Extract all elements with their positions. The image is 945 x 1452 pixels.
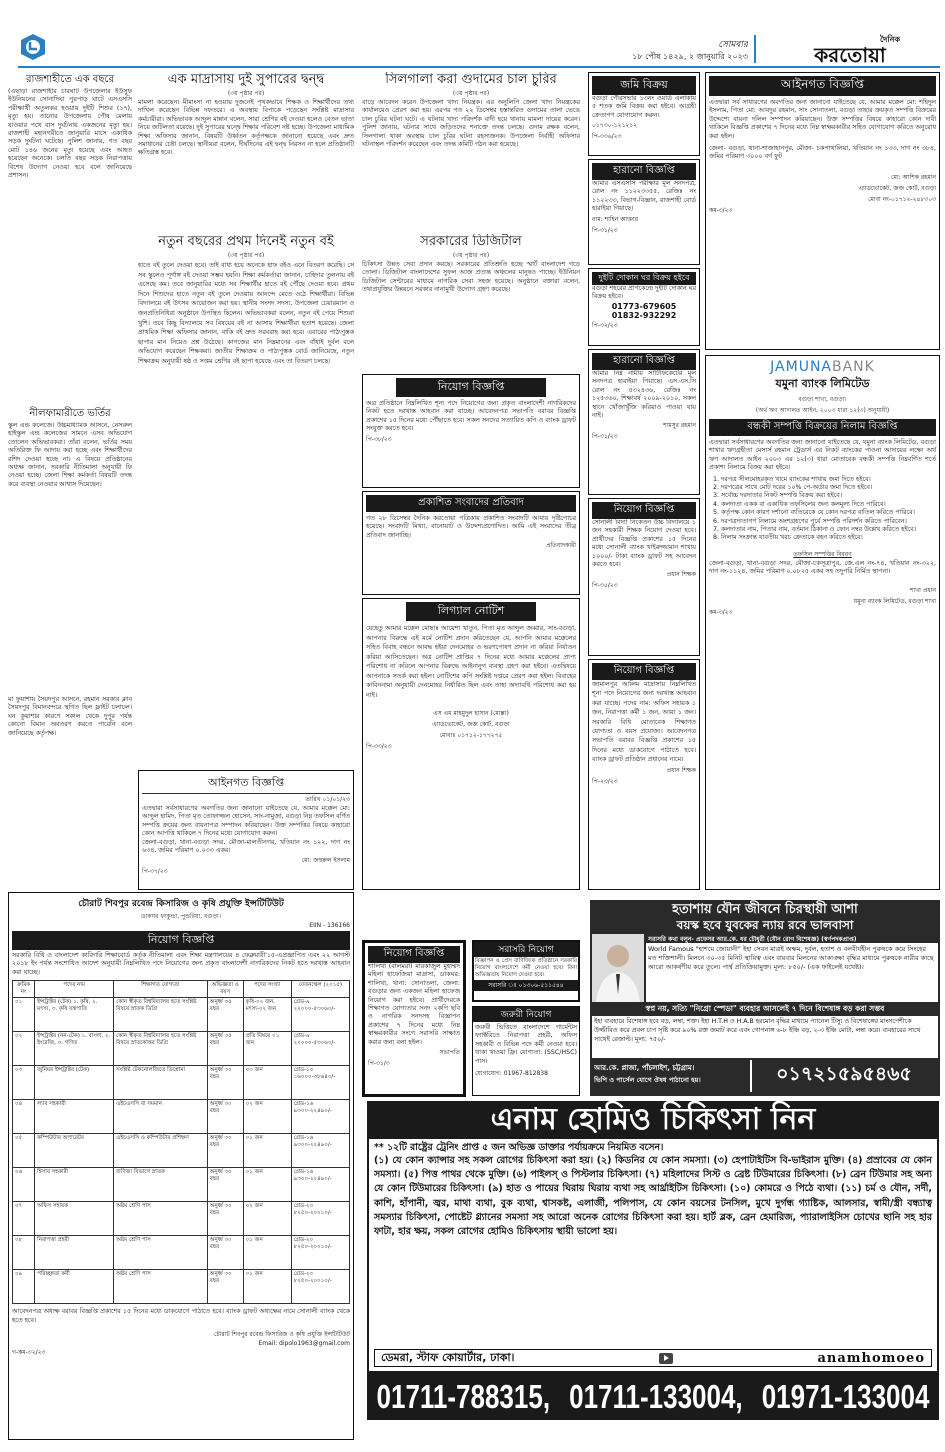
auction-term: 1. দরপত্র সীলমোহরকৃত খামে ব্যাংকের শাখায় জমা দিতে হইবে। [721,476,936,484]
article-digital [362,234,580,370]
ad-body: বগুড়া শহরের প্রাণকেন্দ্রে দুইটি দোকান ঘর বিক্রয় হইবে। [592,285,696,301]
ad-email: Email: dipolo1963@gmail.com [258,1340,350,1348]
ad-address: আর.কে. প্লাজা, পাঁচলাইশ, চট্টগ্রাম। [594,1064,695,1072]
ad-title: এনাম হোমিও চিকিৎসা নিন [490,1102,816,1137]
ad-title: লিগ্যাল নোটিশ [406,602,536,621]
table-cell: ইন্সট্রাক্টর (টেক) ১. কৃষি, ২. মৎস্য, ৩. কৃষি যন্ত্রপাতি [35,998,114,1032]
ad-body: অত্র প্রতিষ্ঠানে নিম্নলিখিত শূন্য পদে নিয়োগের জন্য প্রকৃত বাংলাদেশী নাগরিকদের নিকট হতে দরখাস্ত আহবান করা যাচ্ছে। আবেদনপত্র সভাপতি বরাবর বিজ্ঞপ্তি প্রকাশের ১৫ দিনের মধ্যে পৌঁছাতে হবে। সকল সনদের সত্যায়িত কপি ও ব্যাংক ড্রাফট সংযুক্ত করতে হবে। [366,400,576,433]
article-body: মা ফুয়াশায় সৈয়দপুর আসনে, রহমান সরকার ক্লাব সৈয়দপুর বিমানবন্দরে স্থগিত ছিল ফ্লাইট চলাচল। ঘন কুয়াশার কারণে সকাল থেকে দুপুর পর্যন্ত কোনো বিমান অবতরণ করতে পারেনি বলে জানিয়েছে কর্তৃপক্ষ। [8,696,132,737]
ad-title: দুইটি দোকান ঘর বিক্রয় হইবে [592,272,696,285]
ad-title: নিয়োগ বিজ্ঞপ্তি [592,663,696,680]
ad-sign: যমুনা ব্যাংক লিমিটেড, বগুড়া শাখা [853,597,936,605]
ad-headline: স্বপ্ন নয়, সত্যি "নিগ্রো স্পেডা" ব্যবহার আসলেই ৭ দিনে বিশেষাঙ্গ বড় করা সম্ভব [645,1004,885,1013]
masthead: করতোয়া [814,44,886,66]
ad-phone: 01832-932292 [611,310,677,320]
auction-body: এতদ্বারা সর্বসাধারণের অবগতির জন্য জানানো যাইতেছে যে, যমুনা ব্যাংক লিমিটেড, বগুড়া শাখার ঋণগ্রহীতা মেসার্স রহমান ট্রেডার্স এর নিকট ব্যাংকের পাওনা আদায়ের লক্ষ্যে অর্থ ঋণ আদালত আইন ২০০৩ এর ১২(৩) ধারা মোতাবেক বন্ধকী সম্পত্তি নিম্নবর্ণিত শর্তে প্রকাশ্য নিলামে বিক্রয় করা হইবে। [709,439,936,472]
ad-niyog-4 [362,940,466,1097]
table-cell: এইচএসসি বা সমমান [114,1100,208,1134]
ad-sign: নাম: শাহিন আক্তার [592,215,639,223]
ad-title: আইনগত বিজ্ঞপ্তি [142,774,350,794]
continued-label: (৩য় পৃষ্ঠার পর) [452,252,490,259]
table-cell: অষ্টম শ্রেণি পাস [114,1202,208,1236]
article-silgala [362,72,580,230]
ad-delivery: ভিপি ও পার্সেল যোগে ঔষধ পাঠানো হয়। [594,1076,701,1084]
ad-jamuna-bank-auction [705,355,940,890]
doctor-photo [592,934,644,1002]
ad-title: হারানো বিজ্ঞপ্তি [592,163,696,180]
ad-code: পি-৩১/৩ [368,1060,390,1068]
table-cell: গ্রেড-২০ ৮২৫০-২০০১০/- [291,1236,349,1270]
bank-branch: বগুড়া শাখা, বগুড়া। [798,396,847,403]
ad-niyog-1 [362,374,580,488]
table-row [13,1236,350,1270]
table-cell: কোন স্বীকৃত বিশ্ববিদ্যালয় হতে সংশ্লিষ্ট বিষয়ে স্নাতকোত্তর ডিগ্রি [114,1032,208,1066]
ad-title: জমি বিক্রয় [592,76,696,95]
ad-sign: সভাপতি [439,1049,460,1057]
ad-code: পি-৩২/২৩ [592,321,618,329]
ad-urgent-niyog [472,1006,580,1096]
article-body: হাতে বই তুলে দেওয়া হবে। তাই বাধ্য হয়ে অনেকে হাফ বইও এনে বিতরণ করেছি। সে সব স্কুলেও পূর্ণাঙ্গ বই দেওয়া সম্ভব হয়নি। শিক্ষা কর্মকর্তারা জানান, চাহিদার তুলনায় বই এসেছে কম। তবে জানুয়ারির মধ্যে সব শিক্ষার্থীর হাতে বই পৌঁছে দেওয়া হবে। প্রথম দিনে শিশুদের হাতে নতুন বই তুলে দেওয়ায় আনন্দে মেতে ওঠে শিক্ষার্থীরা। বিভিন্ন বিদ্যালয়ে বই উৎসব আয়োজন করা হয়। স্থানীয় সংসদ সদস্য, উপজেলা চেয়ারম্যান ও জনপ্রতিনিধিরা অনুষ্ঠানে উপস্থিত ছিলেন। অভিভাবকরা বলেন, নতুন বই পেয়ে শিশুরা খুশি। তবে কিছু বিদ্যালয়ে সব বিষয়ের বই না আসায় শিক্ষার্থীরা হতাশ হয়েছে। জেলা প্রাথমিক শিক্ষা অফিসার জানান, বাকি বই দ্রুত সরবরাহ করা হবে। এবারের পাঠ্যপুস্তক ছাপার মান নিয়েও প্রশ্ন উঠেছে। কাগজের মান নিম্নমানের এবং বাঁধাই দুর্বল বলে অভিযোগ করেছেন শিক্ষকরা। জাতীয় শিক্ষাক্রম ও পাঠ্যপুস্তক বোর্ড জানিয়েছে, নতুন শিক্ষাক্রম অনুযায়ী ষষ্ঠ ও সপ্তম শ্রেণির বই ছাপা হয়েছে এবং তা বিতরণ চলছে। [138,262,354,365]
institute-name: চৌরাট শিবপুর রবেন্দ্র কিসারিজ ও কৃষি প্রযুক্তি ইন্সটিটিউট [78,899,284,909]
ad-code: পি-৩১/২৩ [592,226,618,234]
ad-title: আইনগত বিজ্ঞপ্তি [709,76,936,96]
table-header: শিক্ষাগত যোগ্যতা [114,981,208,998]
table-cell: গ্রেড-১০ ১৬০০০-৩৮৬৪০/- [291,1066,349,1100]
table-cell: কৃষি-০২ জন, মৎস্য-০২ জন [243,998,291,1032]
table-cell: ০২ [13,1032,35,1066]
ad-direct-niyog [472,940,580,1002]
header-divider [754,35,756,63]
ad-land-sale [588,72,700,156]
ad-title: হারানো বিজ্ঞপ্তি [592,353,696,370]
ad-title: প্রকাশিত সংবাদের প্রতিবাদ [366,495,576,512]
table-cell: এইচএসসি ও কম্পিউটার প্রশিক্ষণ [114,1134,208,1168]
table-cell: নিরাপত্তা প্রহরী [35,1236,114,1270]
ad-phone: যোগাযোগ: 01967-812838 [475,1070,548,1078]
table-cell: ০১ জন [243,1134,291,1168]
table-header: ক্রমিক নং [13,981,35,998]
table-cell: ০১ [13,998,35,1032]
table-row [13,1270,350,1304]
youtube-icon [659,1353,673,1364]
table-cell: ০৮ [13,1236,35,1270]
ad-body: আমার এসএসসি পরীক্ষার মূল সনদপত্র, রোল নং ১১২২৩৩৫৫, রেজিঃ নং ১১২২৩৩, বিভাগ-বিজ্ঞান, রাজশাহী বোর্ড হারাইয়া গিয়াছে। [592,180,696,213]
ad-lost-1 [588,159,700,265]
phone-number: 01711-788315, [376,1376,551,1416]
ad-code: কম-৩/২৩ [709,608,733,616]
table-cell: ০২ জন [243,1100,291,1134]
vacancy-table [12,980,350,1304]
ad-phone: মোবা নং-০১৭১২-২৪৮৩০৩ [868,195,936,203]
ad-code: গ-কম-৩২/২৩ [12,1349,46,1357]
ad-phone: 01773-679605 [611,301,677,311]
table-cell: অনুর্ধ্ব ৩০ বছর [207,1236,243,1270]
table-cell: গ্রেড-১৬ ৯৩০০-২২৪৯০/- [291,1168,349,1202]
table-cell: কম্পিউটার অপারেটর [35,1134,114,1168]
ad-body: ইহা ব্যবহারে বিশেষাঙ্গ হবে বড়, লম্বা, শক্ত। ইহা H.T.H ও H.A.B হরমোন বৃদ্ধির মাধ্যমে প্যানেল টিস্যু ও বিশেষাঙ্গের মাংসপেশীকে উজ্জীবিত করে প্রবল চাপ সৃষ্টি করে ৯০% রক্ত জমাট করে এবং গোপনাঙ্গ ৬-৮ ইঞ্চি বড়, ২-৩ ইঞ্চি মোটা, লম্বা করে। ব্যবহারের সাথে সাথেই রেজাল্ট। মূল্য: ৭৫০/- [592,1016,938,1058]
ad-legal-notice-right [705,72,940,350]
article-body: বাড়ে আবেদন করেন উপজেলা খাদ্য নিয়ন্ত্রক। এর অনুলিপি জেলা খাদ্য নিয়ন্ত্রকের কার্যালয়েও প্রেরণ করা হয়। এরপর গত ২২ ডিসেম্বর হস্তান্তরিত গুদামের তালা ভেঙে চাল চুরির ঘটনা ঘটে। এ ঘটনায় খাদ্য পরিদর্শক বাদী হয়ে থানায় মামলা দায়ের করেন। পুলিশ জানায়, ঘটনার সাথে জড়িতদের শনাক্তে তদন্ত চলছে। গুদাম রক্ষক বলেন, সিলগালা থাকা অবস্থায় চাল চুরির ঘটনা রহস্যজনক। উপজেলা নির্বাহী অফিসার ঘটনাস্থল পরিদর্শন করেছেন এবং তদন্ত কমিটি গঠন করা হয়েছে। [362,99,580,149]
table-cell: হিসাব সহকারী [35,1168,114,1202]
table-cell: জুনিয়র ইন্সট্রাক্টর (টেক) [35,1066,114,1100]
ad-body: বিজ্ঞাপন ও প্রেস বাণিজ্যিক প্রতিষ্ঠানে সরকারি নিয়োগ বাংলাদেশে কর্মী নেওয়া হবে। বিনা অভিজ্ঞতায় নিয়োগ দেওয়া হবে। [475,958,577,978]
headline: সরকারের ডিজিটাল [420,234,522,249]
table-cell: অনুর্ধ্ব ৩০ বছর [207,1066,243,1100]
continued-label: (৩য় পৃষ্ঠার পর) [227,90,265,97]
ad-sign: এ্যাডভোকেট, জজ কোর্ট, বগুড়া [432,721,510,728]
ad-lost-2 [588,349,700,495]
ad-code: পি-৩৭/২৩ [142,868,168,876]
auction-term: 6. দরপত্রদাতাগণ নিলামে অংশগ্রহণের পূর্বে সম্পত্তি পরিদর্শন করিতে পারিবেন। [721,518,936,526]
auction-title: বন্ধকী সম্পত্তি বিক্রয়ের নিলাম বিজ্ঞপ্তি [709,419,936,436]
article-books [138,234,354,764]
table-header: পদের সংখ্যা [243,981,291,998]
ad-sign: প্রধান শিক্ষক [666,571,696,579]
table-cell: অনুর্ধ্ব ৩০ বছর [207,1100,243,1134]
article-body: চিকিৎসা উন্নত সেবা প্রদান করছে। সরকারের প্রতিশ্রুতি হচ্ছে স্মার্ট বাংলাদেশ গড়ে তোলা। ডিজিটাল বাংলাদেশের সুফল আজ প্রত্যন্ত অঞ্চলের মানুষও পাচ্ছে। ইউনিয়ন ডিজিটাল সেন্টারের মাধ্যমে নাগরিক সেবা সহজ হয়েছে। অনুষ্ঠানে বক্তারা বলেন, তথ্যপ্রযুক্তির উন্নয়নে সরকার নানামুখী উদ্যোগ গ্রহণ করেছে। [362,261,580,294]
table-cell: অনুর্ধ্ব ৩৫ বছর [207,998,243,1032]
ad-body: সোনালী বিদ্যা নিকেতন উচ্চ বিদ্যালয়ে ১ জন সহকারী শিক্ষক নিয়োগ দেওয়া হবে। প্রার্থীদের বিজ্ঞপ্তি প্রকাশের ১৫ দিনের মধ্যে সোনালী ব্যাংক খাইরুজ্জামান শাখায় ১০০০/- টাকা ব্যাংক ড্রাফট সহ আবেদন করতে হবে। [592,519,696,569]
ad-title: সরাসরি নিয়োগ [474,942,578,957]
table-row [13,1202,350,1236]
table-cell: কোন স্বীকৃত বিশ্ববিদ্যালয় হতে সংশ্লিষ্ট বিষয়ে স্নাতক ডিগ্রি [114,998,208,1032]
table-cell: ০২ জন [243,1202,291,1236]
auction-term: 3. সর্বোচ্চ দরদাতার নিকট সম্পত্তি বিক্রয় করা হইবে। [721,492,936,500]
table-cell: অনুর্ধ্ব ৩০ বছর [207,1270,243,1304]
table-cell: ০৯ [13,1270,35,1304]
table-cell: ০৩ জন [243,1066,291,1100]
ad-body: World Famous "হাশমে জোয়ানী" ইহা সেবন মাত্রই অক্ষম, দুর্বল, হতাশ ও বলবীর্যহীন পুরুষকে করে সিংহের মত শক্তিশালী। মিলনে ৩০-৩৫ মিনিট স্থায়িত্ব এবং বারবার মিলনের আকাঙ্ক্ষা বৃদ্ধির মাধ্যমে পুরুষকে নারীর কাছে আরো আকর্ষণীয় করে তুলে। পার্শ্ব প্রতিক্রিয়ামুক্ত। মূল্য: ৮৫০/- (এক ফাইলেই যথেষ্ট)। [646,943,938,1002]
article-madrasa [138,72,354,230]
ad-institute-niyog [8,892,354,1440]
ad-code: পি-৩৮/২৩ [366,435,392,443]
ad-medicine [590,900,940,1096]
ad-tagline: ** ১২টি রাষ্ট্রের ট্রেনিং প্রাপ্ত ৫ জন অভিজ্ঞ ডাক্তার পর্যায়ক্রমে নিয়মিত বসেন। [374,1142,664,1153]
table-header: পদের নাম [35,981,114,998]
ad-shop-sale [588,268,700,346]
ad-body: শালিখা (বালমরা) মারকাজুল মুহাম্মদ মহিলা হাফেজিয়া মাদ্রাসা, ডাকঘর: শালিখা, থানা: সোনাতলা, জেলা: বগুড়ার জন্য একজন মহিলা হাফেজ নিয়োগ করা হইবে। প্রার্থীদেরকে শিক্ষাগত যোগ্যতার সনদ ২কপি ছবি ও নাগরিক সনদসহ বিজ্ঞাপন প্রকাশের ৭ দিনের মধ্যে নিম্ন স্বাক্ষরকারীর সংগে সরাসরি সাক্ষাত করার জন্য বলা হইল। [368,963,460,1046]
table-cell: ০১ জন [243,1168,291,1202]
bank-law: (অর্থ ঋণ আদালত আইন, ২০০৩ ধারা ১২(৩) অনুযায়ী) [755,407,890,414]
ad-headline: বয়স্ক হবে যুবকের ন্যায় রবে ভালবাসা [676,918,854,932]
table-header: অভিজ্ঞতা ও বয়স [207,981,243,998]
table-cell: অষ্টম শ্রেণি পাস [114,1270,208,1304]
ad-body: (১) যে কোন ক্যান্সার সহ সকল রোগের চিকিৎসা করা হয়। (২) কিডনির যে কোন সমস্যা। (৩) হেপাটাইটিস বি-ভাইরাস মুক্তি। (৪) প্রস্রাবের যে কোন সমস্যা। (৫) পিত্ত পাথর থেকে মুক্তি। (৬) পাইলস্ ও পিস্টলার চিকিৎসা। (৭) মহিলাদের সিস্ট ও ব্রেষ্ট টিউমারের চিকিৎসা। (৮) ব্রেন টিউমার সহ অন্য যে কোন টিউমারের চিকিৎসা। (৯) হাত ও পায়ের ঘিরায় ঘিরায় ব্যথা সহ আর্থ্রাইটিস চিকিৎসা। (১০) কোমরে ও পিঠে ব্যথা। (১১) চর্ম ও যৌন, সর্দী, কাশি, হাঁপানী, জ্বর, মাথা ব্যথা, বুক ব্যথা, শ্বাসকষ্ট, এলার্জী, পলিপাস, যে কোন বয়সের টনসিল, মুখে দুর্গন্ধ গ্যাষ্টিক, আলসার, স্বামী/স্ত্রী বন্ধ্যাত্ব সমস্যার চিকিৎসা, পোষ্টেট গ্ল্যানের সমস্যা সহ আরো অনেক রোগের চিকিৎসা করা হয়। হার্ট ব্লক, ব্রেন হেমারিজ, প্যারালাইসিস চোখের ছানি সহ হার ফাটা, হার ক্ষয়, সকল রোগের হোমিও চিকিৎসায় স্থায়ী ভালো হয়। [374,1155,932,1238]
table-row [13,998,350,1032]
issue-date: ১৮ পৌষ ১৪২৯, ২ জানুয়ারি ২০২৩ [632,52,748,61]
ad-code: কম-৩/২৩ [709,206,733,214]
table-cell: প্রতি বিষয়ে ০১ জন [243,1032,291,1066]
table-cell: ইন্সট্রাক্টর (নন-টেক) ১. বাংলা, ২. ইংরেজি, ৩. গণিত [35,1032,114,1066]
headline: সিলগালা করা গুদামের চাল চুরির [385,72,557,87]
table-cell: অনুর্ধ্ব ৩০ বছর [207,1202,243,1236]
ad-title: নিয়োগ বিজ্ঞপ্তি [12,931,350,950]
ad-phone: মোবাঃ ০১৭১২-১৭৭২৭৫ [439,732,503,739]
ad-doctor: সরাসরি কথা বলুন- প্রফেসর আর.কে. ধর চৌধুরী (যৌন রোগ বিশেষজ্ঞ) (স্বর্ণপদকপ্রাপ্ত) [648,936,857,943]
table-header: বেতনস্কেল (২০১৫) [291,981,349,998]
ad-legal-2 [138,770,354,890]
phone-number: 01711-133004, [569,1376,743,1416]
table-cell: ০৩ [13,1066,35,1100]
institute-address: ডাকঘর ফাকুন্ডা, পুন্ডরিয়া, বগুড়া। [141,913,221,920]
table-cell: গ্রেড-২০ ৮২৫০-২০০১০/- [291,1270,349,1304]
ad-schedule: জেলা- বগুড়া, থানা-শাজাহানপুর, মৌজা- চকপাথালিয়া, খতিয়ান নং ১৩৩, দাগ নং ৩৮৪, জমির পরিমাণ ৩০০০ বর্গ ফুট [709,145,936,161]
table-cell: ল্যাব সহকারী [35,1100,114,1134]
ad-date: তারিখ ০১/০১/২৩ [305,796,350,803]
table-cell: ০১ জন [243,1270,291,1304]
ad-anam-homeo [367,1101,939,1420]
table-cell: অনুর্ধ্ব ৩০ বছর [207,1168,243,1202]
table-cell: ০৪ [13,1100,35,1134]
article-body: স্কুল এন্ড কলেজে। উচ্চমাধ্যমিক আসনে, নেসরুল হাইস্কুল এন্ড কলেজের সামনে এসব অভিযোগ তোলেন অভিভাবকরা। তাঁরা বলেন, ভর্তির সময় অতিরিক্ত ফি আদায় করা হচ্ছে এবং শিক্ষার্থীদের রশিদ দেওয়া হচ্ছে না। এ বিষয়ে প্রতিষ্ঠানের অধ্যক্ষ জানান, সরকারি নীতিমালা অনুযায়ী ফি নেওয়া হচ্ছে। জেলা শিক্ষা কর্মকর্তা বিষয়টি তদন্ত করে ব্যবস্থা নেওয়ার আশ্বাস দিয়েছেন। [8,422,132,488]
table-cell: গ্রেড-২০ ৮২৫০-২০০১০/- [291,1202,349,1236]
table-cell: গ্রেড-১৬ ৯৩০০-২২৪৯০/- [291,1100,349,1134]
ad-niyog-2 [588,498,700,656]
column-left [8,72,132,882]
ad-footer: আবেদনপত্র অধ্যক্ষ বরাবর বিজ্ঞপ্তি প্রকাশের ১৫ দিনের মধ্যে ডাকযোগে পাঠাতে হবে। ব্যাংক ড্রাফট অধ্যক্ষের নামে সোনালী ব্যাংক থেকে হতে হবে। [12,1308,350,1324]
ad-body: যেহেতু আমার মক্কেল মোছাঃ আয়েশা খাতুন, পিতা মৃত আব্দুল জব্বার, সাং-বগুড়া, আপনার বিরুদ্ধে এই মর্মে নোটিশ প্রদান করিতেছেন যে, আপনি আমার মক্কেলের সহিত বিবাহ বন্ধনে আবদ্ধ হইয়া দেনমোহর ও ভরণপোষণ প্রদান না করিয়া নির্যাতন করিয়া আসিতেছেন। অত্র নোটিশ প্রাপ্তির ৭ দিনের মধ্যে আমার মক্কেলের প্রাপ্য পরিশোধ না করিলে আপনার বিরুদ্ধে আইনানুগ ব্যবস্থা গ্রহণ করা হইবে। এতদ্বিষয়ে আপনাকে সতর্ক করা হইল। নোটিশের কপি সংশ্লিষ্ট দপ্তরে প্রেরণ করা হইল। বিবাহের কাবিননামা অনুযায়ী দেনমোহর নির্ধারিত ছিল এবং তাহা অদ্যাবধি পরিশোধ করা হয় নাই। [366,625,576,699]
headline: রাজশাহীতে এক বছরে [26,74,114,85]
ad-niyog-3 [588,659,700,890]
ad-sign: শামসুর রহমান [663,422,696,430]
schedule-body: জেলা-বগুড়া, থানা-বগুড়া সদর, মৌজা-চকসূত্রাপুর, জে.এল নং-৭৪, খতিয়ান নং-৩২২, দাগ নং-১১২৪, জমির পরিমাণ ০.০৮২৫ একর সহ তদুপরি নির্মিত স্থাপনা। [709,559,936,576]
ad-body: জরুরী ভিত্তিতে বাংলাদেশে গার্মেন্টস ফ্যাক্টরিতে নিরাপত্তা প্রহরী, অফিস সহকারী ও বিভিন্ন পদে কর্মী নেওয়া হবে। থাকা খাওয়া ফ্রি। যোগ্যতা: (SSC/HSC) পাস। [475,1024,577,1065]
weekday: সোমবার [718,40,748,50]
table-row [13,1168,350,1202]
table-row [13,1134,350,1168]
ad-sign: শাখা প্রধান [909,586,936,594]
ad-title: জরুরী নিয়োগ [473,1007,579,1022]
newspaper-logo-icon [20,33,46,61]
table-cell: অনুর্ধ্ব ৩০ বছর [207,1134,243,1168]
ad-sign: মো: জহুরুল ইসলাম [301,857,350,865]
auction-term: 8. নিলাম সংক্রান্ত যাবতীয় খরচ ক্রেতাকে বহন করিতে হইবে। [721,534,936,542]
article-body: মামলা করেছেন। মীমাংসা না হওয়ায় দুজনেই পৃথকভাবে শিক্ষক ও শিক্ষার্থীদের তথ্য দাখিল করেছেন বিভিন্ন দফতরে। এ অবস্থায় বিপাকে পড়েছেন সংশ্লিষ্ট মাদ্রাসার কর্মচারীরা। অভিভাবক আব্দুল মান্নান বলেন, সারা শ্রেণির বই দেওয়া হলেও বেতন ভাতা নিয়ে জটিলতা রয়েছে। দুই সুপারের দ্বন্দ্বে শিক্ষার পরিবেশ নষ্ট হচ্ছে। উপজেলা মাধ্যমিক শিক্ষা অফিসার জানান, বিষয়টি উর্ধ্বতন কর্তৃপক্ষকে জানানো হয়েছে এবং দ্রুত সমাধানের চেষ্টা চলছে। স্থানীয়রা বলেন, দীর্ঘদিনের এই দ্বন্দ্ব নিরসন না হলে প্রতিষ্ঠানটি ক্ষতিগ্রস্ত হবে। [138,99,354,157]
continued-label: (৩য় পৃষ্ঠার পর) [452,90,490,97]
ad-protibad [362,491,580,595]
ad-sign: এস এম মাহমুদুল হাসান (মোল্লা) [433,710,509,717]
table-row [13,1032,350,1066]
header-rule [18,66,940,68]
headline: এক মাদ্রাসায় দুই সুপারের দ্বন্দ্ব [167,72,325,87]
ad-title: নিয়োগ বিজ্ঞপ্তি [368,946,460,963]
table-cell: গ্রেড-১৬ ৯৩০০-২২৪৯০/- [291,1134,349,1168]
ad-code: পি-২৩/২৩ [592,777,618,785]
auction-term: 2. দরপত্রের সাথে মোট দরের ১০% পে-অর্ডার জমা দিতে হইবে। [721,484,936,492]
ad-body: গত ২৮ ডিসেম্বর দৈনিক করতোয়া পত্রিকায় প্রকাশিত সংবাদটি আমার দৃষ্টিগোচর হয়েছে। সংবাদটি মিথ্যা, বানোয়াট ও উদ্দেশ্যপ্রণোদিত। আমি এই সংবাদের তীব্র প্রতিবাদ জানাচ্ছি। [366,515,576,539]
ad-code: পি-৩৫/২৩ [592,582,618,590]
table-cell: বাণিজ্য বিভাগে স্নাতক [114,1168,208,1202]
auction-term: 4. কলদাতা একক বা একাধিক তফসিলের জন্য কলমূল্য দিতে পারিবে। [721,501,936,509]
ad-phone: ০১৭৩০-১২১২১২ [592,122,638,130]
ad-body: জামালপুর আলিম মাদ্রাসায় নিম্নলিখিত শূন্য পদে নিয়োগের জন্য দরখাস্ত আহবান করা যাচ্ছে। পদের নাম: অফিস সহায়ক ১ জন, নিরাপত্তা কর্মী ১ জন, আয়া ১ জন। সরকারি বিধি মোতাবেক শিক্ষাগত যোগ্যতা ও বয়স প্রযোজ্য। আবেদনপত্র সভাপতি বরাবর বিজ্ঞপ্তি প্রকাশের ১৫ দিনের মধ্যে ডাকযোগে পাঠাতে হবে। ব্যাংক ড্রাফট প্রতিষ্ঠান প্রধানের নামে। [592,681,696,764]
ad-body: এতদ্বারা সর্ব সাধারণের অবগতির জন্য জানানো যাইতেছে যে, আমার মক্কেল মো: শহিদুল ইসলাম, পিতা মো: আবদুর রহমান, সাং সোনাতলা, বগুড়া তাহার ক্রয়কৃত সম্পত্তি বিক্রয়ের উদ্দেশ্যে বায়না দলিল সম্পাদন করিয়াছেন। উক্ত সম্পত্তির বিষয়ে কাহারো কোন দাবী থাকিলে বিজ্ঞপ্তি প্রকাশের ৭ দিনের মধ্যে নিম্ন স্বাক্ষরকারীর সহিত যোগাযোগ করিতে অনুরোধ করা হইল। [709,99,936,140]
table-cell: গ্রেড-৯ ২২০০০-৫৩০৬০/- [291,1032,349,1066]
table-cell: অনুর্ধ্ব ৩৫ বছর [207,1032,243,1066]
ad-code: পি-৩৩৬/২৩ [592,133,622,141]
ad-legal-notice [362,598,580,890]
table-cell: পরিচ্ছন্নতা কর্মী [35,1270,114,1304]
youtube-channel: anamhomoeo [817,1350,925,1366]
table-cell: ০১ জন [243,1236,291,1270]
auction-term: 5. কর্তৃপক্ষ কোন কারণ দর্শানো ব্যতিরেকে যে কোন দরপত্র বাতিল করিতে পারিবে। [721,509,936,517]
ad-body: এতদ্বারা সর্বসাধারণের অবগতির জন্য জানানো যাইতেছে যে, আমার মক্কেল মো: আব্দুল হামিদ, পিতা মৃত তোফাজ্জল হোসেন, সাং-নামুজা, বগুড়া নিম্ন তফসিল বর্ণিত সম্পত্তি ক্রয়ের জন্য বায়নাপত্র সম্পাদন করিয়াছেন। উক্ত সম্পত্তির বিষয়ে কাহারো কোন আপত্তি থাকিলে ৭ দিনের মধ্যে যোগাযোগ করুন। [142,805,350,838]
ad-body: আমার নিম্ন নামীয় সার্টিফিকেটের মূল সনদপত্র হারাইয়া গিয়াছে। এস.এস.সি রোল নং ৫৩২৪৩৬, রেজিঃ নং ১২৫৩৬০, শিক্ষাবর্ষ ২০০৯-২০১০, সকল স্থানে খোঁজাখুঁজি করিয়াও পাওয়া যায় নাই। [592,370,696,420]
ad-sign: মো: আশিক রহমান [891,173,936,181]
ad-sign: এ্যাডভোকেট, জজ কোর্ট, বগুড়া [858,184,936,192]
table-cell: অফিস সহায়ক [35,1202,114,1236]
phone-number: 01971-133004 [761,1376,930,1416]
ad-sign: প্রতিবাদকারী [546,542,576,550]
ad-title: নিয়োগ বিজ্ঞপ্তি [396,378,546,397]
ad-headline: হতাশায় যৌন জীবনে চিরস্থায়ী আশা [672,902,858,917]
ad-body: বগুড়া পৌরসভার ১৩নং ওয়ার্ড এলাকায় ৫ শতক জমি বিক্রয় করা হইবে। আগ্রহী ক্রেতাগণ যোগাযোগ করুন। [592,95,696,119]
ad-phone: সরাসরি ঃ ০১৩০৬-৫১১৫৪৪ [474,980,578,991]
continued-label: (৩য় পৃষ্ঠার পর) [227,252,265,259]
table-cell: ০৭ [13,1202,35,1236]
table-cell: সংশ্লিষ্ট টেকনোলজিতে ডিপ্লোমা [114,1066,208,1100]
schedule-title: তফসিল সম্পত্তির বিবরণ [793,550,852,558]
ad-code: পি-৩১/২৩ [592,433,618,441]
ad-sign: প্রধান শিক্ষক [666,766,696,774]
ad-address: ডেমরা, স্টাফ কোয়ার্টার, ঢাকা। [381,1350,515,1364]
institute-eiin: EIIN - 136166 [309,922,350,929]
bank-logo [709,359,936,375]
table-cell: গ্রেড-৯ ২২০০০-৫৩০৬০/- [291,998,349,1032]
ad-schedule: জেলা-বগুড়া, থানা-বগুড়া সদর, মৌজা-মালতীনগর, খতিয়ান নং ১২২, দাগ নং ৬৩৪, জমির পরিমাণ ০.০৩৩ একর। [142,838,350,855]
bank-logo-part2: BANK [832,359,875,375]
auction-terms [709,476,936,543]
headline: নীলফামারীতে ভর্তির [29,408,111,419]
table-cell: অষ্টম শ্রেণি পাস [114,1236,208,1270]
auction-term: 7. কলদাতার নাম, পিতার নাম, বর্তমান ঠিকানা ও ফোন নম্বর উল্লেখ করিতে হইবে। [721,526,936,534]
article-body: (এছাড়া রাজশাহীর চারঘাট উপজেলার ইউসুফ ইউনিয়নের সোনাদিঘা পুরপাড় ঘাটে এসএসসি পরীক্ষার্থী অতুলকর হওয়ায় দুইটি শিশুর (১৭), মৃত্যু হয়। তানোর উপজেলায় পৌষ মেলায় যাওয়ার পথে বাস দুর্ঘটনায় একজনের মৃত্যু হয়। রাজশাহী মহানগরীতে জানুয়ারি মাসে একাধিক সড়ক দুর্ঘটনা ঘটেছে। পুলিশ জানায়, গত বছর মোট ১৪৬ জনের মৃত্যু হয়েছে এবং আহত হয়েছেন অনেকে। চলতি বছর সড়ক নিরাপত্তায় বিশেষ উদ্যোগ নেওয়া হবে বলে জানিয়েছে প্রশাসন। [8,88,132,180]
ad-intro: সরকারি বিধি ও বাংলাদেশ কারিগরি শিক্ষাবোর্ড কর্তৃক নীতিমালা এবং শিক্ষা মন্ত্রণালয়ের ৪ ফেব্রুয়ারী'১৫-এপ্রজ্ঞাপিত এবং ২২ আগস্ট ২০১৮ ইং পর্যন্ত সংশোধিত আদেশ অনুযায়ী নিম্নলিখিত পদে নিয়োগের জন্য প্রকৃত বাংলাদেশী নাগরিকদের নিকট হতে দরখাস্ত আহবান করা যাচ্ছে। [12,952,350,976]
ad-code: পি-৩৩/২৩ [366,743,392,750]
ad-phone: ০১৭২১৫৯৫৪৬৫ [750,1060,936,1092]
table-cell: ০৫ [13,1134,35,1168]
table-row [13,1100,350,1134]
ad-title: নিয়োগ বিজ্ঞপ্তি [592,502,696,519]
table-row [13,1066,350,1100]
bank-logo-part1: JAMUNA [770,359,832,375]
table-cell: ০৬ [13,1168,35,1202]
ad-sign: চৌরাট শিবপুর রবেন্দ্র ফিসারিজ ও কৃষি প্রযুক্তি ইন্সটিটিউট [214,1331,350,1339]
masthead-small: দৈনিক [879,35,901,44]
bank-name: যমুনা ব্যাংক লিমিটেড [775,377,870,390]
headline: নতুন বছরের প্রথম দিনেই নতুন বই [158,234,334,249]
